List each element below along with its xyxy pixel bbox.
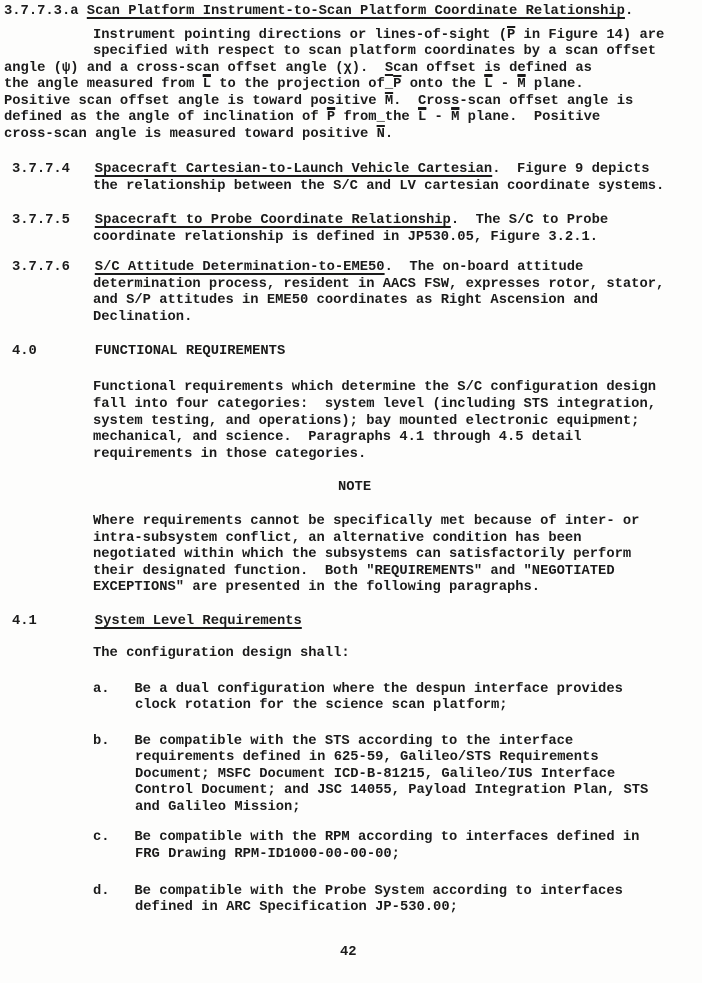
para-3.7.7.3.a-line: Positive scan offset angle is toward positive $\overline{M}$. Cross-scan offset angle is <box>4 94 634 109</box>
list-item-a-line: a. Be a dual configuration where the despun interface provides <box>93 682 623 697</box>
list-item-b-line: Document; MSFC Document ICD-B-81215, Galileo/IUS Interface <box>135 767 616 782</box>
heading-3.7.7.3.a: 3.7.7.3.a Scan Platform Instrument-to-Scan Platform Coordinate Relationship. <box>4 4 634 19</box>
list-item-d-line: d. Be compatible with the Probe System according to interfaces <box>93 884 623 899</box>
para-4.0-line: Functional requirements which determine the S/C configuration design <box>93 380 657 395</box>
list-item-d-line: defined in ARC Specification JP-530.00; <box>135 900 458 915</box>
para-4.0-line: fall into four categories: system level (including STS integration, <box>93 397 657 412</box>
heading-3.7.7.6: 3.7.7.6 S/C Attitude Determination-to-EME50. The on-board attitude <box>12 260 584 275</box>
heading-4.1: 4.1 System Level Requirements <box>12 614 302 629</box>
para-4.1-line: The configuration design shall: <box>93 646 350 661</box>
note-para-line: intra-subsystem conflict, an alternative condition has been <box>93 531 582 546</box>
para-4.0-line: requirements in those categories. <box>93 447 367 462</box>
note-para-line: Where requirements cannot be specifically met because of inter- or <box>93 514 640 529</box>
note-para-line: negotiated within which the subsystems can satisfactorily perform <box>93 547 632 562</box>
note-para-line: their designated function. Both "REQUIREMENTS" and "NEGOTIATED <box>93 564 615 579</box>
para-3.7.7.3.a-line: angle (ψ) and a cross-scan offset angle (χ). Scan offset is defined as <box>4 61 592 76</box>
para-3.7.7.4-line: the relationship between the S/C and LV cartesian coordinate systems. <box>93 179 665 194</box>
heading-4.0: 4.0 FUNCTIONAL REQUIREMENTS <box>12 344 286 359</box>
note-para-line: EXCEPTIONS" are presented in the following paragraphs. <box>93 580 541 595</box>
para-3.7.7.6-line: determination process, resident in AACS FSW, expresses rotor, stator, <box>93 277 665 292</box>
list-item-c-line: c. Be compatible with the RPM according to interfaces defined in <box>93 830 640 845</box>
list-item-c-line: FRG Drawing RPM-ID1000-00-00-00; <box>135 847 400 862</box>
para-4.0-line: system testing, and operations); bay mounted electronic equipment; <box>93 414 640 429</box>
para-3.7.7.3.a-line: specified with respect to scan platform coordinates by a scan offset <box>93 44 657 59</box>
para-3.7.7.3.a-line: defined as the angle of inclination of $\overline{P}$ from_the $\overline{L} - \overline{M}$ plane. Positive <box>4 110 601 125</box>
para-3.7.7.3.a-line: cross-scan angle is measured toward positive $\overline{N}$. <box>4 127 394 142</box>
para-4.0-line: mechanical, and science. Paragraphs 4.1 through 4.5 detail <box>93 430 582 445</box>
para-3.7.7.3.a-line: the angle measured from $\overline{L}$ to the projection $of\_\overline{P}$ onto the $\overline{L} - \overline{M}$ plane. <box>4 77 584 92</box>
list-item-b-line: requirements defined in 625-59, Galileo/STS Requirements <box>135 750 599 765</box>
list-item-a-line: clock rotation for the science scan platform; <box>135 698 508 713</box>
list-item-b-line: Control Document; and JSC 14055, Payload Integration Plan, STS <box>135 783 649 798</box>
heading-3.7.7.5: 3.7.7.5 Spacecraft to Probe Coordinate Relationship. The S/C to Probe <box>12 213 609 228</box>
list-item-b-line: and Galileo Mission; <box>135 800 301 815</box>
para-3.7.7.6-line: Declination. <box>93 310 193 325</box>
para-3.7.7.3.a-line: Instrument pointing directions or lines-of-sight ($\overline{P}$ in Figure 14) are <box>93 28 665 43</box>
page-number: 42 <box>340 945 357 960</box>
list-item-b-line: b. Be compatible with the STS according to the interface <box>93 734 574 749</box>
heading-3.7.7.4: 3.7.7.4 Spacecraft Cartesian-to-Launch Vehicle Cartesian. Figure 9 depicts <box>12 162 650 177</box>
note-heading: NOTE <box>338 480 372 495</box>
para-3.7.7.6-line: and S/P attitudes in EME50 coordinates as Right Ascension and <box>93 293 599 308</box>
para-3.7.7.5-line: coordinate relationship is defined in JP530.05, Figure 3.2.1. <box>93 230 599 245</box>
